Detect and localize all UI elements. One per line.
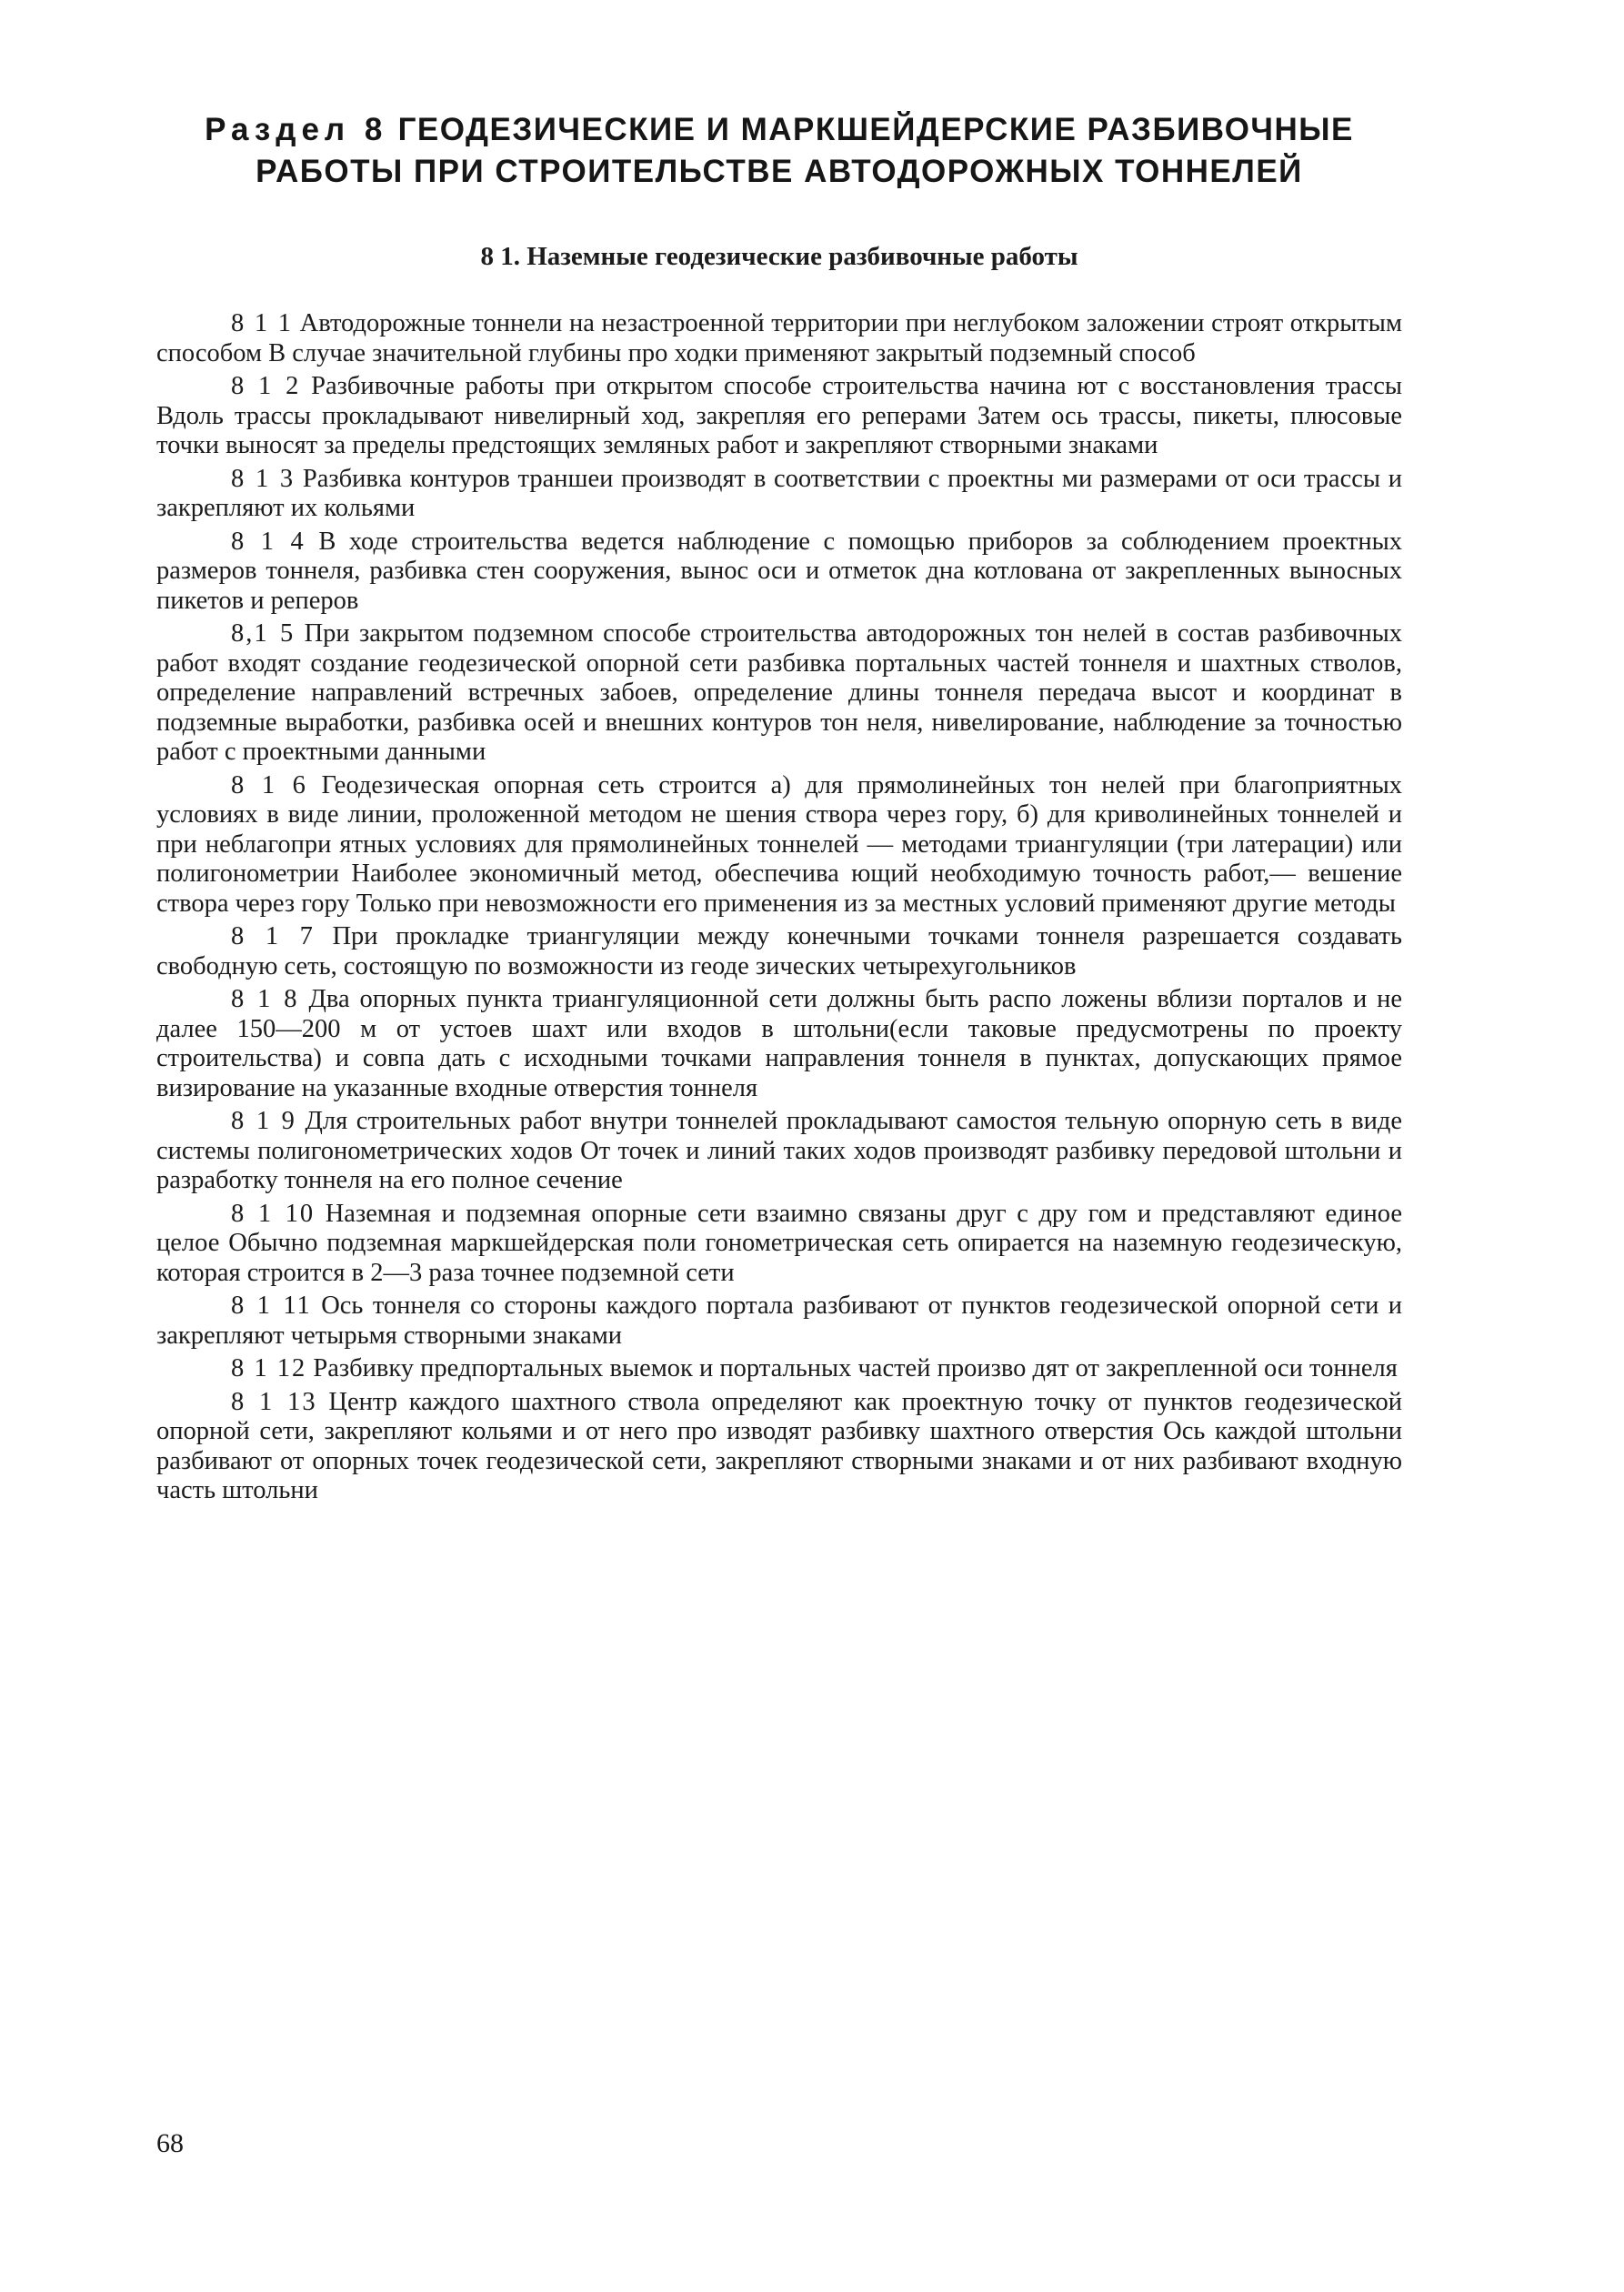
paragraph-number: 8 1 3 xyxy=(231,464,296,493)
paragraph-number: 8,1 5 xyxy=(231,619,296,648)
document-page xyxy=(156,109,1402,1510)
paragraph-8-1-13 xyxy=(156,1388,1402,1506)
paragraph-8-1-6 xyxy=(156,771,1402,920)
paragraph-number: 8 1 4 xyxy=(231,527,306,556)
paragraph-8-1-4 xyxy=(156,528,1402,617)
paragraph-number: 8 1 10 xyxy=(231,1199,316,1228)
paragraph-8-1-5 xyxy=(156,619,1402,768)
paragraph-number: 8 1 2 xyxy=(231,372,301,400)
paragraph-8-1-7 xyxy=(156,922,1402,981)
paragraph-text: Для строительных работ внутри тоннелей прокладывают самостоя тельную опорную сеть в виде системы полигонометрических ходов От точек и линий таких ходов производят разбивку передовой штольни и разработку тоннеля на его полное сечение xyxy=(156,1107,1403,1194)
paragraph-number: 8 1 13 xyxy=(231,1387,317,1416)
paragraph-number: 8 1 9 xyxy=(231,1107,296,1135)
paragraph-8-1-2 xyxy=(156,372,1402,461)
paragraph-text: Автодорожные тоннели на незастроенной территории при неглубоком заложении строят открытым способом В случае значительной глубины про ходки применяют закрытый подземный способ xyxy=(156,309,1402,367)
paragraph-8-1-12 xyxy=(156,1354,1402,1384)
paragraph-8-1-1 xyxy=(156,309,1402,368)
paragraph-text: Разбивку предпортальных выемок и портальных частей произво дят от закрепленной оси тоннеля xyxy=(313,1354,1398,1382)
paragraph-text: Разбивка контуров траншеи производят в соответствии с проектны ми размерами от оси трассы и закрепляют их кольями xyxy=(156,464,1402,522)
paragraph-8-1-10 xyxy=(156,1200,1402,1289)
paragraph-number: 8 1 8 xyxy=(231,985,299,1013)
paragraph-8-1-8 xyxy=(156,985,1402,1103)
page-number: 68 xyxy=(156,2128,184,2158)
paragraph-text: Разбивочные работы при открытом способе строительства начина ют с восстановления трассы Вдоль трассы прокладывают нивелирный ход, закрепляя его реперами Затем ось трассы, пикеты, плюсовые точки выносят за пределы предстоящих земляных работ и закрепляют створными знаками xyxy=(156,372,1403,459)
paragraph-text: В ходе строительства ведется наблюдение с помощью приборов за соблюдением проектных размеров тоннеля, разбивка стен сооружения, выноc оси и отметок дна котлована от закрепленных выносных пикетов и реперов xyxy=(156,527,1403,615)
paragraph-number: 8 1 1 xyxy=(231,309,293,337)
paragraph-8-1-11 xyxy=(156,1292,1402,1351)
section-title-line1: ГЕОДЕЗИЧЕСКИЕ И МАРКШЕЙДЕРСКИЕ РАЗБИВОЧНЫЕ xyxy=(397,112,1354,147)
section-lead: Раздел 8 xyxy=(205,112,388,147)
subsection-heading: 8 1. Наземные геодезические разбивочные работы xyxy=(480,242,1078,271)
paragraph-text: При закрытом подземном способе строительства автодорожных тон нелей в состав разбивочных работ входят создание геодезической опорной сети разбивка портальных частей тоннеля и шахтных стволов, определение направлений встречных забоев, определение длины тоннеля передача высот и координат в подземные выработки, разбивка осей и внешних контуров тон неля, нивелирование, наблюдение за точностью работ с проектными данными xyxy=(156,619,1403,766)
paragraph-text: При прокладке триангуляции между конечными точками тоннеля разрешается создавать свободную сеть, состоящую по возможности из геоде зических четырехугольников xyxy=(156,922,1403,980)
paragraph-text: Центр каждого шахтного ствола определяют как проектную точку от пунктов геодезической опорной сети, закрепляют кольями и от него про изводят разбивку шахтного отверстия Ось каждой штольни разбивают от опорных точек геодезической сети, закрепляют створными знаками и от них разбивают входную часть штольни xyxy=(156,1387,1403,1504)
paragraph-number: 8 1 7 xyxy=(231,922,315,950)
paragraph-text: Ось тоннеля со стороны каждого портала разбивают от пунктов геодезической опорной сети и закрепляют четырьмя створными знаками xyxy=(156,1292,1402,1350)
paragraph-number: 8 1 12 xyxy=(231,1354,307,1382)
paragraph-number: 8 1 11 xyxy=(231,1292,312,1320)
paragraph-text: Геодезическая опорная сеть строится а) для прямолинейных тон нелей при благоприятных условиях в виде линии, проложенной методом не шения створа через гору, б) для криволинейных тоннелей и при неблагопри ятных условиях для прямолинейных тоннелей — методами триангуляции (три латерации) или полигонометрии Наиболее экономичный метод, обеспечива ющий необходимую точность работ,— вешение створа через гору Только при невозможности его применения из за местных условий применяют другие методы xyxy=(156,770,1403,918)
paragraph-8-1-9 xyxy=(156,1107,1402,1196)
paragraph-text: Два опорных пункта триангуляционной сети должны быть распо ложены вблизи порталов и не далее 150—200 м от устоев шахт или входов в штольни(если таковые предусмотрены по проекту строительства) и совпа дать с исходными точками направления тоннеля в пунктах, допускающих прямое визирование на указанные входные отверстия тоннеля xyxy=(156,985,1403,1102)
paragraph-8-1-3 xyxy=(156,465,1402,524)
section-title-line2: РАБОТЫ ПРИ СТРОИТЕЛЬСТВЕ АВТОДОРОЖНЫХ ТОННЕЛЕЙ xyxy=(256,154,1303,189)
paragraph-number: 8 1 6 xyxy=(231,770,307,799)
section-heading xyxy=(156,109,1402,193)
paragraphs-body xyxy=(156,309,1402,1506)
paragraph-text: Наземная и подземная опорные сети взаимно связаны друг с дру гом и представляют единое целое Обычно подземная маркшейдерская поли гонометрическая сеть опирается на наземную геодезическую, которая строится в 2—3 раза точнее подземной сети xyxy=(156,1199,1402,1287)
